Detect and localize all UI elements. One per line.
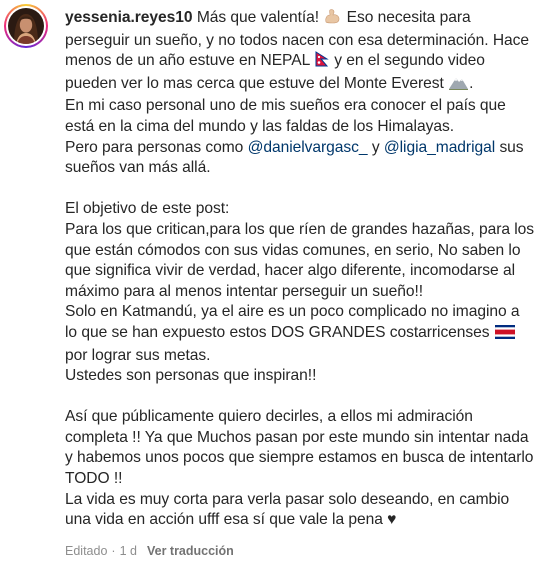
comment-paragraph-6 <box>65 302 535 366</box>
comment-text: por lograr sus metas. <box>65 346 211 364</box>
comment-paragraph-7: Ustedes son personas que inspiran!! <box>65 367 317 385</box>
comment-text: Más que valentía! <box>192 9 324 26</box>
edited-label: Editado <box>65 544 108 558</box>
line-break <box>65 387 535 408</box>
comment-paragraph-4: El objetivo de este post: <box>65 200 230 218</box>
see-translation-button[interactable]: Ver traducción <box>146 544 234 558</box>
avatar-image <box>8 8 44 44</box>
separator: · <box>111 544 116 558</box>
line-break <box>65 179 535 200</box>
comment-text: y <box>367 138 384 156</box>
mention-link[interactable]: @danielvargasc_ <box>247 138 368 156</box>
comment-text: Pero para personas como <box>65 138 248 156</box>
comment-text: sus sueños van más allá. <box>65 138 524 177</box>
comment-text: Solo en Katmandú, ya el aire es un poco complicado no imagino a lo que se han expuesto estos DOS GRANDES costarricenses <box>65 303 520 341</box>
comment-paragraph-9: La vida es muy corta para verla pasar solo deseando, en cambio una vida en acción ufff esa sí que vale la pena ♥ <box>65 490 510 529</box>
comment-body <box>65 8 535 531</box>
comment-age[interactable]: 1 d <box>119 544 137 558</box>
comment-footer <box>65 544 234 558</box>
flexed-biceps-icon <box>324 8 341 31</box>
comment-text: y en el segundo video pueden ver lo mas cerca que estuve del Monte Everest <box>65 52 485 92</box>
mention-link[interactable]: @ligia_madrigal <box>383 138 496 156</box>
comment-text: . <box>469 74 474 92</box>
comment-paragraph-2: En mi caso personal uno de mis sueños era conocer el país que está en la cima del mundo y las faldas de los Himalayas. <box>65 97 506 135</box>
nepal-flag-icon <box>315 51 329 74</box>
comment-paragraph-8: Así que públicamente quiero decirles, a ellos mi admiración completa !! Ya que Muchos pasan por este mundo sin intentar nada y habemos unos pocos que siempre estamos en busca de intentarlo TODO !! <box>65 408 534 488</box>
avatar[interactable] <box>4 4 48 48</box>
comment-username[interactable]: yessenia.reyes10 <box>65 9 193 26</box>
snow-capped-mountain-icon <box>449 74 468 97</box>
comment-text: Eso necesita para perseguir un sueño, y no todos nacen con esa determinación. Hace menos de un año estuve en NEPAL <box>65 9 530 70</box>
comment-paragraph-3 <box>65 138 535 179</box>
comment-paragraph-5: Para los que critican,para los que ríen de grandes hazañas, para los que están cómodos con sus vidas comunes, en serio, No saben lo que significa vivir de verdad, hacer algo diferente, incomodarse al máximo para al menos intentar perseguir un sueño!! <box>65 220 535 300</box>
comment-paragraph-1 <box>65 8 535 96</box>
costa-rica-flag-icon <box>495 325 515 346</box>
